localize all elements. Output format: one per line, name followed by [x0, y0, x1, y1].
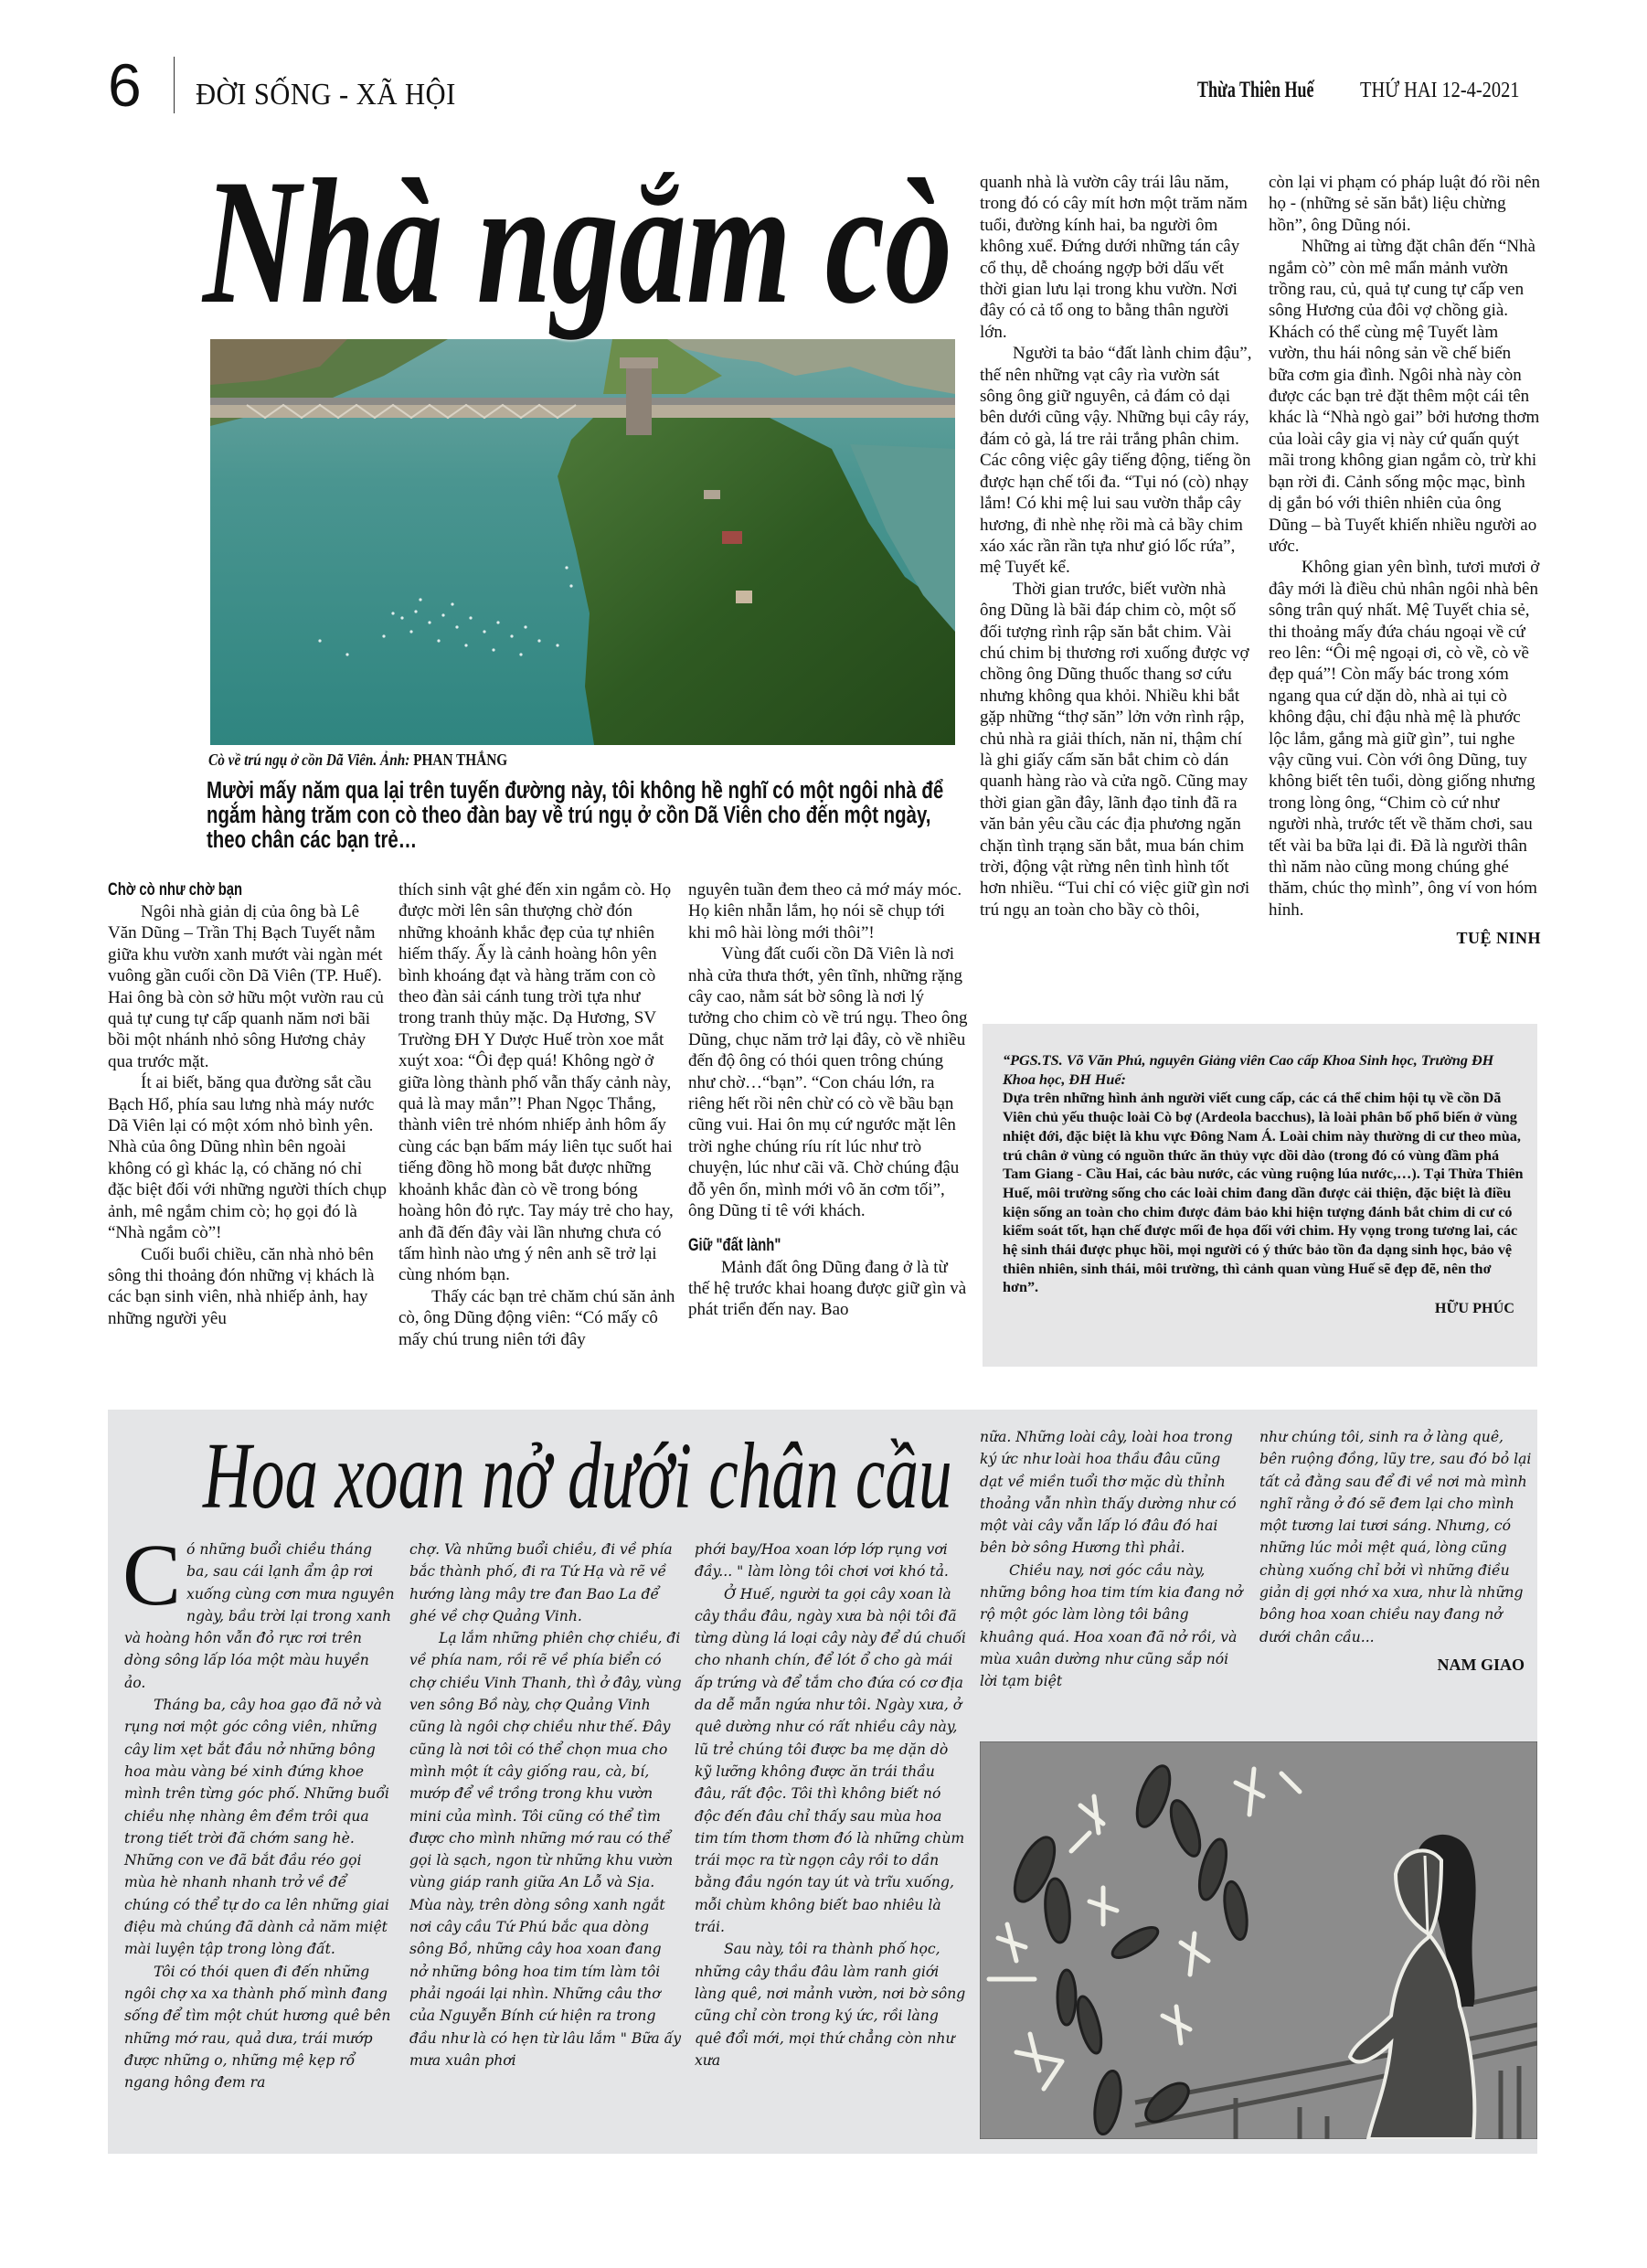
illustration-woman-and-flowers: [980, 1741, 1537, 2139]
newspaper-name: Thừa Thiên Huế: [1197, 78, 1314, 102]
paragraph: Mảnh đất ông Dũng đang ở là từ thế hệ trước khai hoang được giữ gìn và phát triển đến nay. Bao: [688, 1257, 967, 1320]
quote-body: Dựa trên những hình ảnh người viết cung cấp, các cá thể chim hội tụ về cồn Dã Viên chủ yếu thuộc loài Cò bợ (Ardeola bacchus), là loài phân bố phổ biến ở vùng nhiệt đới, đặc biệt là khu vực Đông Nam Á. Loài chim này thường di cư theo mùa, trú chân ở vùng có nguồn thức ăn thủy vực dồi dào (trong đó có vùng đầm phá Tam Giang - Cầu Hai, các bàu nước, các vùng ruộng lúa nước,…). Tại Thừa Thiên Huế, môi trường sống cho các loài chim đang dần được cải thiện, đặc biệt là điều kiện sống an toàn cho chim được đảm bảo khi hiện tượng đánh bắt chim di cư có kiểm soát tốt, hạn chế được mối đe họa đối với chim. Hy vọng trong tương lai, các hệ sinh thái được phục hồi, mọi người có ý thức bảo tồn đa dạng sinh học, bảo vệ thiên nhiên, sinh thái, môi trường, thì cảnh quan vùng Huế sẽ đẹp đẽ, nên thơ hơn”.: [1003, 1090, 1524, 1296]
quote-attribution: “PGS.TS. Võ Văn Phú, nguyên Giảng viên Cao cấp Khoa Sinh học, Trường ĐH Khoa học, ĐH Huế:: [1003, 1052, 1494, 1088]
article2-column-5: [1259, 1426, 1534, 1676]
paragraph: Thấy các bạn trẻ chăm chú săn ảnh cò, ông Dũng động viên: “Có mấy cô mấy chú trung niên tới đây: [398, 1286, 675, 1349]
paragraph: quanh nhà là vườn cây trái lâu năm, trong đó có cây mít hơn một trăm năm tuổi, đường kính hai, ba người ôm không xuể. Đứng dưới những tán cây cổ thụ, dễ choáng ngợp bởi dấu vết thời gian lưu lại trong khu vườn. Nơi đây có cả tổ ong to bằng thân người lớn.: [980, 173, 1248, 342]
paragraph: ó những buổi chiều tháng ba, sau cái lạnh ẩm ập rơi xuống cùng cơn mưa nguyên ngày, bầu trời lại trong xanh và hoàng hôn vẫn đỏ rực rơi trên dòng sông lấp lóa một màu huyền ảo.: [124, 1541, 395, 1691]
article1-column-3: [688, 879, 968, 1321]
header-divider: [174, 57, 175, 113]
expert-quote-box: [983, 1024, 1537, 1367]
paragraph: thích sinh vật ghé đến xin ngắm cò. Họ được mời lên sân thượng chờ đón những khoảnh khắc đẹp của tự nhiên hiếm thấy. Ấy là cảnh hoàng hôn yên bình khoáng đạt và hàng trăm con cò theo đàn sải cánh tung trời tựa như trong tranh thủy mặc. Dạ Hương, SV Trường ĐH Y Dược Huế tròn xoe mắt xuýt xoa: “Ôi đẹp quá! Không ngờ ở giữa lòng thành phố vẫn thấy cảnh này, quả là may mắn”! Phan Ngọc Thắng, thành viên trẻ nhóm nhiếp ảnh hôm ấy cùng các bạn bấm máy liên tục suốt hai tiếng đồng hồ mong bắt được những khoảnh khắc đàn cò về trong bóng hoàng hôn đỏ rực. Tay máy trẻ cho hay, anh đã đến đây vài lần nhưng chưa có tấm hình nào ưng ý nên anh sẽ trở lại cùng nhóm bạn.: [398, 880, 674, 1285]
article1-column-5: [1269, 172, 1541, 950]
paragraph: Sau này, tôi ra thành phố học, những cây thầu đâu làm ranh giới làng quê, nơi mảnh vườn, nơi bờ sông cũng chỉ còn trong ký ức, rồi làng quê đổi mới, mọi thứ chẳng còn như xưa: [695, 1941, 966, 2069]
caption-text: Cò về trú ngụ ở cồn Dã Viên. Ảnh:: [208, 751, 414, 769]
paragraph: Vùng đất cuối cồn Dã Viên là nơi nhà cửa thưa thớt, yên tĩnh, những rặng cây cao, nằm sát bờ sông là nơi lý tưởng cho chim cò về trú ngụ. Theo ông Dũng, chục năm trở lại đây, cò về nhiều đến độ ông có thói quen trông chúng như chờ…“bạn”. “Con cháu lớn, ra riêng hết rồi nên chừ có cò về bầu bạn cũng vui. Hai ôn mụ cứ ngước mặt lên trời nghe chúng ríu rít lúc như trò chuyện, lúc như cãi vã. Chờ chúng đậu đỗ yên ổn, mình mới vô ăn cơm tối”, ông Dũng tỉ tê với khách.: [688, 944, 968, 1221]
article2-column-4: [980, 1426, 1247, 1693]
article-title: Nhà ngắm cò: [203, 143, 953, 341]
paragraph: nữa. Những loài cây, loài hoa trong ký ức như loài hoa thầu đâu cũng dạt về miền tuổi thơ mặc dù thỉnh thoảng vẫn nhìn thấy dường như có một vài cây vẫn lấp ló đâu đó hai bên bờ sông Hương thì phải.: [980, 1429, 1237, 1557]
essay-title: Hoa xoan nở dưới chân cầu: [203, 1423, 952, 1528]
subheading: Giữ "đất lành": [688, 1235, 781, 1255]
drop-cap: C: [122, 1526, 182, 1624]
paragraph: Người ta bảo “đất lành chim đậu”, thế nên những vạt cây rìa vườn sát sông ông giữ nguyên, cả đám cỏ dại bên dưới cũng vậy. Những bụi cây ráy, đám cỏ gà, lá tre rải trắng phân chim. Các công việc gây tiếng động, tiếng ồn được hạn chế tối đa. “Tụi nó (cò) nhạy lắm! Có khi mệ lui sau vườn thắp cây hương, đi nhè nhẹ rồi mà cả bầy chim xáo xác rần rần tựa như gió lốc rứa”, mệ Tuyết kể.: [980, 344, 1252, 578]
subheading: Chờ cò như chờ bạn: [108, 880, 243, 900]
paragraph: Cuối buổi chiều, căn nhà nhỏ bên sông thi thoảng đón những vị khách là các bạn sinh viên, nhà nhiếp ảnh, hay những người yêu: [108, 1244, 375, 1328]
author-byline: NAM GIAO: [1437, 1655, 1525, 1674]
article1-column-1: [108, 879, 388, 1329]
paragraph: như chúng tôi, sinh ra ở làng quê, bên ruộng đồng, lũy tre, sau đó bỏ lại tất cả đằng sau để đi về nơi mà mình nghĩ rằng ở đó sẽ đem lại cho mình một tương lai tươi sáng. Nhưng, có những lúc mỏi mệt quá, lòng cũng chùng xuống chỉ bởi vì những điều giản dị gợi nhớ xa xưa, như là những bông hoa xoan chiều nay đang nở dưới chân cầu...: [1259, 1429, 1532, 1645]
paragraph: Những ai từng đặt chân đến “Nhà ngắm cò” còn mê mẩn mảnh vườn trồng rau, củ, quả tự cung tự cấp ven sông Hương của đôi vợ chồng già. Khách có thể cùng mệ Tuyết làm vườn, thu hái nông sản về chế biến bữa cơm gia đình. Ngôi nhà này còn được các bạn trẻ đặt thêm một cái tên khác là “Nhà ngò gai” bởi hương thơm của loài cây gia vị này cứ quấn quýt mãi trong không gian ngắm cò, trừ khi bạn rời đi. Cảnh sống mộc mạc, bình dị gắn bó với thiên nhiên của ông Dũng – bà Tuyết khiến nhiều người ao ước.: [1269, 237, 1540, 556]
paragraph: Thời gian trước, biết vườn nhà ông Dũng là bãi đáp chim cò, một số đối tượng rình rập săn bắt chim. Vài chú chim bị thương rơi xuống được vợ chồng ông Dũng thuốc thang sơ cứu nhưng không qua khỏi. Nhiều khi bắt gặp những “thợ săn” lởn vởn rình rập, chủ nhà ra giải thích, năn nỉ, thậm chí là ghi giấy cấm săn bắt chim cò dán quanh hàng rào và cửa ngõ. Cũng may thời gian gần đây, lãnh đạo tỉnh đã ra văn bản yêu cầu các địa phương ngăn chặn tình trạng săn bắt, mua bán chim trời, động vật rừng nên tình hình tốt hơn nhiều. “Tui chỉ có việc giữ gìn nơi trú ngụ an toàn cho bầy cò thôi,: [980, 579, 1250, 920]
paragraph: Ở Huế, người ta gọi cây xoan là cây thầu đâu, ngày xưa bà nội tôi đã từng dùng lá loại cây này để dú chuối cho nhanh chín, để lót ổ cho gà mái ấp trứng và để tắm cho đứa có cơ địa da dễ mẫn ngứa như tôi. Ngày xưa, ở quê dường như có rất nhiều cây này, lũ trẻ chúng tôi được ba mẹ dặn dò kỹ lưỡng không được ăn trái thầu đâu, rất độc. Tôi thì không biết nó độc đến đâu chỉ thấy sau mùa hoa tim tím thơm thơm đó là những chùm trái mọc ra từ ngọn cây rồi to dần bằng đầu ngón tay út và trĩu xuống, mỗi chùm không biết bao nhiêu là trái.: [695, 1585, 966, 1936]
paragraph: Ngôi nhà giản dị của ông bà Lê Văn Dũng – Trần Thị Bạch Tuyết nằm giữa khu vườn xanh mướt vài ngàn mét vuông gần cuối cồn Dã Viên (TP. Huế). Hai ông bà còn sở hữu một vườn rau củ quả tự cung tự cấp quanh năm nơi bãi bồi một nhánh nhỏ sông Hương chảy qua trước mặt.: [108, 902, 384, 1071]
paragraph: chợ. Và những buổi chiều, đi về phía bắc thành phố, đi ra Tứ Hạ và rẽ về hướng làng mây tre đan Bao La để ghé về chợ Quảng Vinh.: [409, 1541, 673, 1624]
article1-column-4: [980, 172, 1254, 921]
section-title: ĐỜI SỐNG - XÃ HỘI: [196, 78, 456, 112]
paragraph: Tôi có thói quen đi đến những ngôi chợ xa xa thành phố mình đang sống để tìm một chút hương quê bên những mớ rau, quả dưa, trái mướp được những o, những mệ kẹp rổ ngang hông đem ra: [124, 1963, 391, 2092]
paragraph: Tháng ba, cây hoa gạo đã nở và rụng nơi một góc công viên, những cây lim xẹt bắt đầu nở những bông hoa màu vàng bé xinh đứng khoe mình trên từng góc phố. Những buổi chiều nhẹ nhàng êm đềm trôi qua trong tiết trời đã chớm sang hè. Những con ve đã bắt đầu réo gọi mùa hè nhanh nhanh trở về để chúng có thể tự do ca lên những giai điệu mà chúng đã dành cả năm miệt mài luyện tập trong lòng đất.: [124, 1697, 389, 1958]
photo-caption: [208, 750, 507, 770]
article-lead: Mười mấy năm qua lại trên tuyến đường này, tôi không hề nghĩ có một ngôi nhà để ngắm hàng trăm con cò theo đàn bay về trú ngụ ở cồn Dã Viên cho đến một ngày, theo chân các bạn trẻ…: [207, 778, 944, 853]
article2-column-1: [122, 1526, 395, 2093]
article2-column-2: [409, 1539, 682, 2071]
paragraph: Không gian yên bình, tươi mươi ở đây mới là điều chủ nhân ngôi nhà bên sông trân quý nhất. Mệ Tuyết chia sẻ, thi thoảng mấy đứa cháu ngoại về cứ reo lên: “Ôi mệ ngoại ơi, cò về, cò về đẹp quá”! Còn mấy bác trong xóm ngang qua cứ dặn dò, nhà ai tụi cò không đậu, chỉ đậu nhà mệ là phước lộc lắm, gắng mà giữ gìn”, tui nghe vậy cũng vui. Còn với ông Dũng, tuy không biết tên tuổi, dòng giống nhưng trong lòng ông, “Chim cò cứ như người nhà, trước tết về thăm chơi, sau tết vài ba bữa lại đi. Đã là người thân thì năm nào cũng mong chúng ghé thăm, chúc thọ mình”, ông ví von hóm hỉnh.: [1269, 558, 1540, 920]
paragraph: nguyên tuần đem theo cả mớ máy móc. Họ kiên nhẫn lắm, họ nói sẽ chụp tới khi mô hài lòng mới thôi”!: [688, 880, 962, 942]
photo-credit: PHAN THẮNG: [413, 751, 508, 769]
paragraph: phới bay/Hoa xoan lớp lớp rụng vơi đầy... " làm lòng tôi chơi vơi khó tả.: [695, 1541, 949, 1581]
box-byline: HỮU PHÚC: [1434, 1300, 1514, 1317]
paragraph: còn lại vi phạm có pháp luật đó rồi nên họ - (những sẻ săn bắt) liệu chừng hồn”, ông Dũng nói.: [1269, 173, 1541, 235]
aerial-river-photo: [210, 339, 955, 745]
issue-date: THỨ HAI 12-4-2021: [1360, 79, 1520, 102]
paragraph: Chiều nay, nơi góc cầu này, những bông hoa tim tím kia đang nở rộ một góc làm lòng tôi bâng khuâng quá. Hoa xoan đã nở rồi, và mùa xuân dường như cũng sắp nói lời tạm biệt: [980, 1561, 1243, 1690]
article2-column-3: [695, 1539, 967, 2071]
author-byline: TUỆ NINH: [1456, 929, 1541, 948]
paragraph: Ít ai biết, băng qua đường sắt cầu Bạch Hổ, phía sau lưng nhà máy nước Dã Viên lại có một xóm nhỏ bình yên. Nhà của ông Dũng nhìn bên ngoài không có gì khác lạ, có chăng nó chỉ đặc biệt đối với những người thích chụp ảnh, mê ngắm chim cò; họ gọi đó là “Nhà ngắm cò”!: [108, 1073, 388, 1243]
paragraph: Lạ lắm những phiên chợ chiều, đi về phía nam, rồi rẽ về phía biển có chợ chiều Vinh Thanh, thì ở đây, vùng ven sông Bồ này, chợ Quảng Vinh cũng là ngôi chợ chiều như thế. Đây cũng là nơi tôi có thể chọn mua cho mình một ít cây giống rau, cà, bí, mướp để về trồng trong khu vườn mini của mình. Tôi cũng có thể tìm được cho mình những mớ rau có thể gọi là sạch, ngon từ những khu vườn vùng giáp ranh giữa An Lỗ và Sịa. Mùa này, trên dòng sông xanh ngắt nơi cây cầu Tứ Phú bắc qua dòng sông Bồ, những cây hoa xoan đang nở những bông hoa tim tím làm tôi phải ngoái lại nhìn. Những câu thơ của Nguyễn Bính cứ hiện ra trong đầu như là có hẹn từ lâu lắm " Bữa ấy mưa xuân phơi: [409, 1630, 682, 2069]
article1-column-2: [398, 879, 678, 1350]
page-number: 6: [108, 51, 142, 119]
